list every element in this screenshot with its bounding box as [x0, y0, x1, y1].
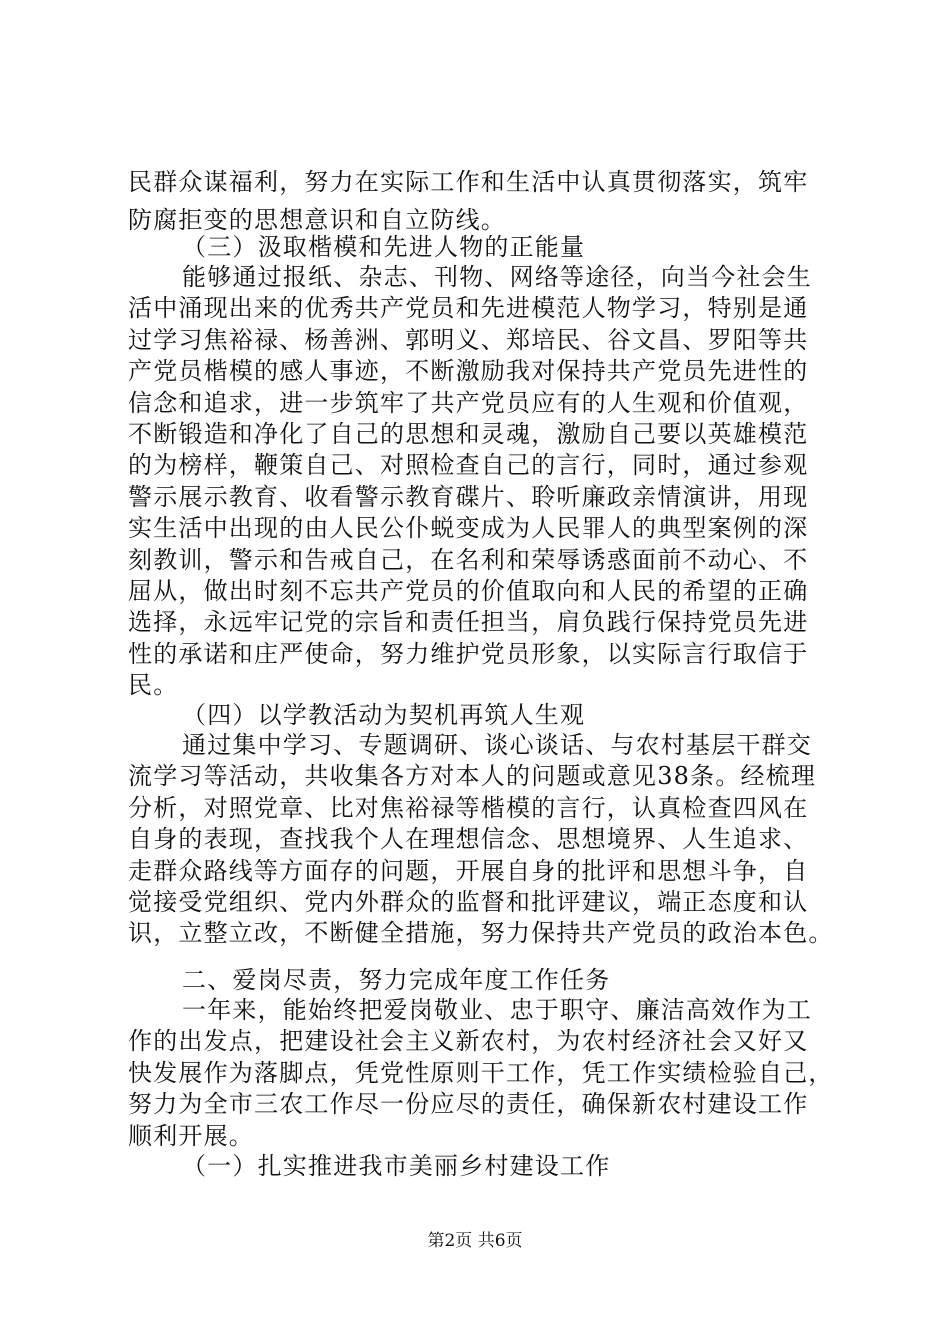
paragraph-line: 分析，对照党章、比对焦裕禄等楷模的言行，认真检查四风在 [128, 794, 809, 822]
paragraph-line: 屈从，做出时刻不忘共产党员的价值取向和人民的希望的正确 [128, 577, 809, 605]
section-heading: 二、爱岗尽责，努力完成年度工作任务 [182, 966, 611, 994]
section-heading: （四）以学教活动为契机再筑人生观 [182, 701, 586, 729]
paragraph-line: 能够通过报纸、杂志、刊物、网络等途径，向当今社会生 [182, 263, 812, 291]
paragraph-line: 不断锻造和净化了自己的思想和灵魂，激励自己要以英雄模范 [128, 420, 809, 448]
section-heading: （一）扎实推进我市美丽乡村建设工作 [182, 1152, 611, 1180]
paragraph-line: 选择，永远牢记党的宗旨和责任担当，肩负践行保持党员先进 [128, 608, 809, 636]
paragraph-line: 自身的表现，查找我个人在理想信念、思想境界、人生追求、 [128, 825, 809, 853]
page-number: 第2页 共6页 [427, 1231, 523, 1251]
paragraph-line: 刻教训，警示和告戒自己，在名利和荣辱诱惑面前不动心、不 [128, 546, 809, 574]
paragraph-line: 产党员楷模的感人事迹，不断激励我对保持共产党员先进性的 [128, 357, 809, 385]
paragraph-line: 一年来，能始终把爱岗敬业、忠于职守、廉洁高效作为工 [182, 996, 812, 1024]
paragraph-line: 信念和追求，进一步筑牢了共产党员应有的人生观和价值观， [128, 389, 809, 417]
paragraph-line: 性的承诺和庄严使命，努力维护党员形象，以实际言行取信于 [128, 640, 809, 668]
paragraph-line: 活中涌现出来的优秀共产党员和先进模范人物学习，特别是通 [128, 294, 809, 322]
paragraph-line: 过学习焦裕禄、杨善洲、郭明义、郑培民、谷文昌、罗阳等共 [128, 326, 809, 354]
paragraph-line: 防腐拒变的思想意识和自立防线。 [128, 206, 506, 234]
paragraph-line: 民。 [128, 671, 179, 699]
paragraph-line: 的为榜样，鞭策自己、对照检查自己的言行，同时，通过参观 [128, 451, 809, 479]
paragraph-line: 快发展作为落脚点，凭党性原则干工作，凭工作实绩检验自己， [128, 1059, 834, 1087]
paragraph-line: 实生活中出现的由人民公仆蜕变成为人民罪人的典型案例的深 [128, 514, 809, 542]
paragraph-line: 流学习等活动，共收集各方对本人的问题或意见38条。经梳理 [128, 762, 817, 790]
paragraph-line: 觉接受党组织、党内外群众的监督和批评建议，端正态度和认 [128, 888, 809, 916]
paragraph-line: 顺利开展。 [128, 1122, 254, 1150]
paragraph-line: 努力为全市三农工作尽一份应尽的责任，确保新农村建设工作 [128, 1090, 809, 1118]
section-heading: （三）汲取楷模和先进人物的正能量 [182, 233, 586, 261]
paragraph-line: 警示展示教育、收看警示教育碟片、聆听廉政亲情演讲，用现 [128, 483, 809, 511]
paragraph-line: 通过集中学习、专题调研、谈心谈话、与农村基层干群交 [182, 731, 812, 759]
paragraph-line: 民群众谋福利，努力在实际工作和生活中认真贯彻落实，筑牢 [128, 168, 809, 196]
paragraph-line: 走群众路线等方面存的问题，开展自身的批评和思想斗争，自 [128, 857, 809, 885]
paragraph-line: 识，立整立改，不断健全措施，努力保持共产党员的政治本色。 [128, 919, 834, 947]
paragraph-line: 作的出发点，把建设社会主义新农村，为农村经济社会又好又 [128, 1027, 809, 1055]
